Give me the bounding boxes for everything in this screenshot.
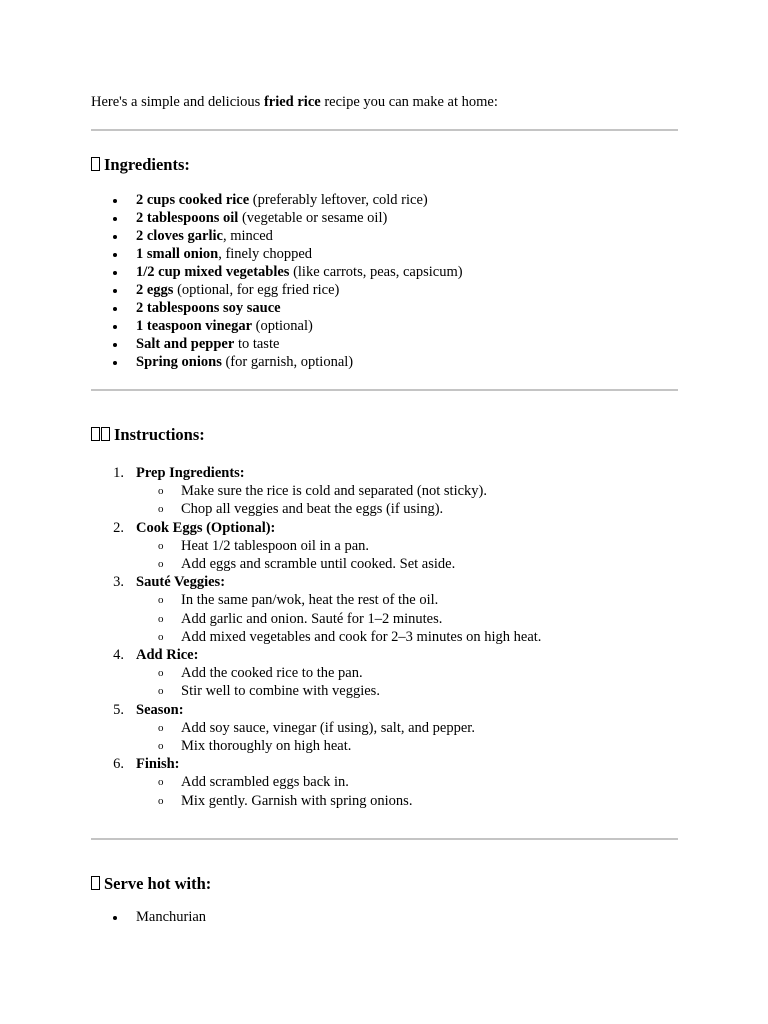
substep-item xyxy=(136,682,678,700)
ingredient-detail: (optional) xyxy=(252,318,313,334)
substep-marker: o xyxy=(158,685,164,698)
ingredient-item xyxy=(91,299,678,317)
instruction-step xyxy=(91,646,678,701)
step-title: Sauté Veggies: xyxy=(136,574,226,591)
missing-glyph-icon xyxy=(101,427,110,441)
step-substeps xyxy=(136,482,678,518)
ingredient-item xyxy=(91,335,678,353)
step-substeps xyxy=(136,591,678,646)
serve-list xyxy=(91,908,678,926)
ingredient-detail: , finely chopped xyxy=(218,246,313,262)
substep-text: Add scrambled eggs back in. xyxy=(181,774,349,791)
substep-marker: o xyxy=(158,539,164,552)
substep-marker: o xyxy=(158,594,164,607)
divider-2 xyxy=(91,389,678,391)
step-number: 2. xyxy=(113,519,124,536)
instruction-step xyxy=(91,755,678,810)
substep-item xyxy=(136,628,678,646)
step-substeps xyxy=(136,719,678,755)
step-number: 4. xyxy=(113,647,124,664)
substep-text: Mix thoroughly on high heat. xyxy=(181,738,352,755)
substep-item xyxy=(136,555,678,573)
substep-text: In the same pan/wok, heat the rest of the oil. xyxy=(181,592,439,609)
substep-item xyxy=(136,737,678,755)
ingredients-heading xyxy=(91,154,678,176)
substep-text: Add garlic and onion. Sauté for 1–2 minutes. xyxy=(181,610,443,627)
substep-text: Add soy sauce, vinegar (if using), salt, and pepper. xyxy=(181,719,475,736)
serve-item: Manchurian xyxy=(91,908,678,926)
substep-marker: o xyxy=(158,503,164,516)
ingredient-detail: (optional, for egg fried rice) xyxy=(173,282,340,298)
substep-marker: o xyxy=(158,630,164,643)
intro-text-bold: fried rice xyxy=(263,94,321,110)
ingredient-item xyxy=(91,317,678,335)
document xyxy=(91,93,678,926)
substep-item xyxy=(136,610,678,628)
serve-heading-text: Serve hot with: xyxy=(104,873,212,893)
divider-3 xyxy=(91,838,678,840)
substep-marker: o xyxy=(158,612,164,625)
ingredient-name: Salt and pepper xyxy=(136,336,235,352)
step-number: 6. xyxy=(113,756,124,773)
ingredient-item xyxy=(91,281,678,299)
substep-item xyxy=(136,664,678,682)
step-number: 3. xyxy=(113,574,124,591)
substep-text: Mix gently. Garnish with spring onions. xyxy=(181,792,413,809)
substep-marker: o xyxy=(158,667,164,680)
ingredient-detail: (for garnish, optional) xyxy=(221,354,354,370)
divider-1 xyxy=(91,129,678,131)
substep-item xyxy=(136,537,678,555)
serve-heading xyxy=(91,873,678,895)
ingredient-detail: (like carrots, peas, capsicum) xyxy=(289,264,463,280)
ingredient-name: 2 tablespoons oil xyxy=(136,210,239,226)
instructions-heading-text: Instructions: xyxy=(114,425,205,444)
substep-item xyxy=(136,773,678,791)
ingredient-detail: (preferably leftover, cold rice) xyxy=(249,192,428,208)
ingredients-heading-text: Ingredients: xyxy=(104,155,190,174)
substep-item xyxy=(136,500,678,518)
instruction-step xyxy=(91,701,678,756)
missing-glyph-icon xyxy=(91,157,100,171)
ingredients-list xyxy=(91,191,678,371)
substep-marker: o xyxy=(158,558,164,571)
instruction-step xyxy=(91,464,678,519)
ingredient-name: 2 cups cooked rice xyxy=(136,192,250,208)
step-title: Add Rice: xyxy=(136,647,199,664)
ingredient-name: 2 cloves garlic xyxy=(136,228,223,244)
ingredient-item xyxy=(91,245,678,263)
substep-text: Add the cooked rice to the pan. xyxy=(181,665,363,682)
substep-text: Heat 1/2 tablespoon oil in a pan. xyxy=(181,537,370,554)
step-title: Cook Eggs (Optional): xyxy=(136,519,276,536)
missing-glyph-icon xyxy=(91,427,100,441)
substep-text: Add mixed vegetables and cook for 2–3 minutes on high heat. xyxy=(181,628,542,645)
substep-marker: o xyxy=(158,740,164,753)
ingredient-name: 2 eggs xyxy=(136,282,174,298)
instructions-list xyxy=(91,464,678,810)
substep-text: Stir well to combine with veggies. xyxy=(181,683,380,700)
substep-marker: o xyxy=(158,776,164,789)
instruction-step xyxy=(91,519,678,574)
instruction-step xyxy=(91,573,678,646)
step-title: Finish: xyxy=(136,756,180,773)
step-substeps xyxy=(136,664,678,700)
substep-marker: o xyxy=(158,794,164,807)
substep-text: Chop all veggies and beat the eggs (if using). xyxy=(181,501,444,518)
substep-item xyxy=(136,482,678,500)
substep-marker: o xyxy=(158,721,164,734)
missing-glyph-icon xyxy=(91,876,100,890)
instructions-heading xyxy=(91,424,678,446)
step-substeps xyxy=(136,537,678,573)
substep-item xyxy=(136,719,678,737)
ingredient-detail: (vegetable or sesame oil) xyxy=(238,210,388,226)
ingredient-name: 1 teaspoon vinegar xyxy=(136,318,252,334)
ingredient-name: 1 small onion xyxy=(136,246,219,262)
ingredient-item xyxy=(91,227,678,245)
step-title: Prep Ingredients: xyxy=(136,465,245,481)
ingredient-name: 1/2 cup mixed vegetables xyxy=(136,264,290,280)
ingredient-name: 2 tablespoons soy sauce xyxy=(136,300,281,316)
intro-text-after: recipe you can make at home: xyxy=(320,94,498,110)
ingredient-detail: , minced xyxy=(222,228,273,244)
step-substeps xyxy=(136,773,678,809)
ingredient-detail: to taste xyxy=(234,336,280,352)
substep-text: Make sure the rice is cold and separated (not sticky). xyxy=(181,483,488,500)
substep-item xyxy=(136,591,678,609)
substep-text: Add eggs and scramble until cooked. Set aside. xyxy=(181,556,456,573)
step-number: 1. xyxy=(113,465,124,481)
intro-text-before: Here's a simple and delicious xyxy=(91,94,264,110)
substep-marker: o xyxy=(158,485,164,498)
ingredient-item xyxy=(91,353,678,371)
ingredient-name: Spring onions xyxy=(136,354,222,370)
intro-paragraph xyxy=(91,93,678,111)
ingredient-item xyxy=(91,263,678,281)
step-number: 5. xyxy=(113,701,124,718)
ingredient-item xyxy=(91,209,678,227)
step-title: Season: xyxy=(136,701,184,718)
ingredient-item xyxy=(91,191,678,209)
substep-item xyxy=(136,792,678,810)
